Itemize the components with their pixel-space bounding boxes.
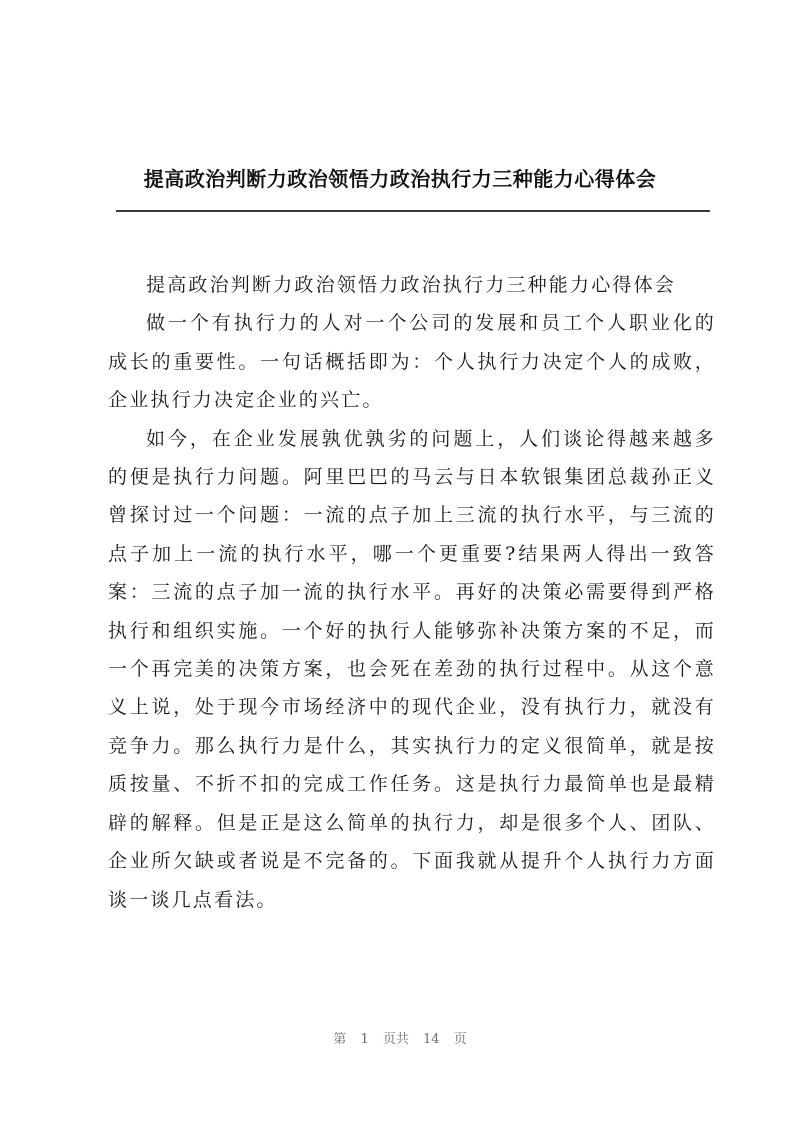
paragraph-subtitle: 提高政治判断力政治领悟力政治执行力三种能力心得体会: [146, 274, 677, 296]
footer-page-number: 1: [360, 1032, 369, 1047]
document-title: 提高政治判断力政治领悟力政治执行力三种能力心得体会: [143, 167, 657, 191]
footer-middle: 页共: [382, 1032, 409, 1047]
page-footer: [0, 1030, 800, 1050]
footer-prefix: 第: [333, 1032, 347, 1047]
paragraph-intro: 做一个有执行力的人对一个公司的发展和员工个人职业化的成长的重要性。一句话概括即为：个人执行力决定个人的成败，企业执行力决定企业的兴亡。: [108, 312, 716, 412]
footer-suffix: 页: [453, 1032, 467, 1047]
footer-total-pages: 14: [423, 1032, 440, 1047]
document-body: [108, 266, 716, 919]
paragraph-main: 如今，在企业发展孰优孰劣的问题上，人们谈论得越来越多的便是执行力问题。阿里巴巴的马云与日本软银集团总裁孙正义曾探讨过一个问题：一流的点子加上三流的执行水平，与三流的点子加上一流的执行水平，哪一个更重要?结果两人得出一致答案：三流的点子加一流的执行水平。再好的决策必需要得到严格执行和组织实施。一个好的执行人能够弥补决策方案的不足，而一个再完美的决策方案，也会死在差劲的执行过程中。从这个意义上说，处于现今市场经济中的现代企业，没有执行力，就没有竞争力。那么执行力是什么，其实执行力的定义很简单，就是按质按量、不折不扣的完成工作任务。这是执行力最简单也是最精辟的解释。但是正是这么简单的执行力，却是很多个人、团队、企业所欠缺或者说是不完备的。下面我就从提升个人执行力方面谈一谈几点看法。: [108, 427, 716, 911]
title-underline: [116, 210, 710, 212]
